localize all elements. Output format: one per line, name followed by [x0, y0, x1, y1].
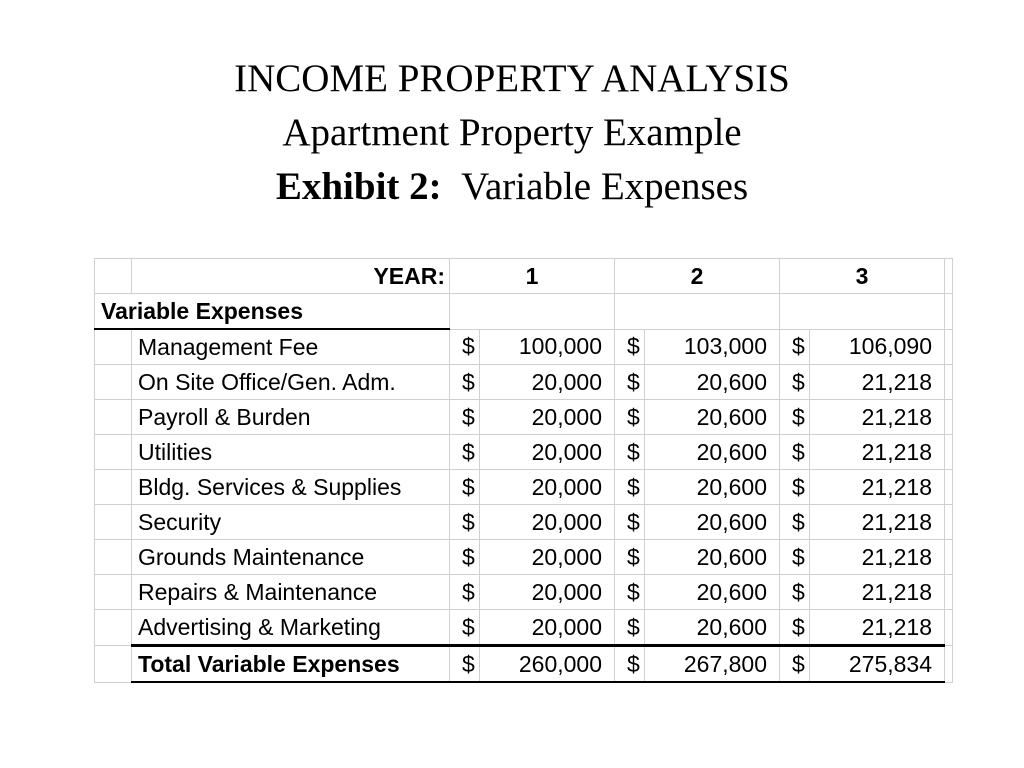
- currency-symbol: $: [615, 540, 645, 575]
- currency-symbol: $: [615, 610, 645, 646]
- expense-label: Security: [132, 505, 450, 540]
- expense-value-year-3: 21,218: [810, 575, 945, 610]
- expense-value-year-1: 20,000: [480, 400, 615, 435]
- expense-value-year-3: 21,218: [810, 505, 945, 540]
- currency-symbol: $: [450, 470, 480, 505]
- expense-value-year-1: 260,000: [480, 646, 615, 683]
- expense-value-year-3: 21,218: [810, 365, 945, 400]
- expense-row: [95, 365, 953, 400]
- currency-symbol: $: [450, 610, 480, 646]
- year-header-3: 3: [780, 259, 945, 294]
- expense-row: [95, 470, 953, 505]
- currency-symbol: $: [450, 400, 480, 435]
- currency-symbol: $: [780, 400, 810, 435]
- expense-value-year-2: 103,000: [645, 329, 780, 365]
- currency-symbol: $: [780, 470, 810, 505]
- expense-value-year-2: 20,600: [645, 365, 780, 400]
- expense-row: [95, 610, 953, 646]
- currency-symbol: $: [780, 505, 810, 540]
- page-subtitle: Apartment Property Example: [282, 111, 742, 154]
- currency-symbol: $: [615, 365, 645, 400]
- currency-symbol: $: [450, 505, 480, 540]
- expense-value-year-2: 20,600: [645, 505, 780, 540]
- expense-value-year-2: 20,600: [645, 400, 780, 435]
- year-header-label: YEAR:: [322, 259, 450, 294]
- section-header-row: [95, 294, 953, 330]
- currency-symbol: $: [450, 329, 480, 365]
- currency-symbol: $: [450, 540, 480, 575]
- expense-value-year-3: 21,218: [810, 470, 945, 505]
- currency-symbol: $: [780, 365, 810, 400]
- currency-symbol: $: [615, 329, 645, 365]
- expense-label: Payroll & Burden: [132, 400, 450, 435]
- section-label: Variable Expenses: [95, 294, 450, 330]
- expense-value-year-3: 106,090: [810, 329, 945, 365]
- expense-value-year-1: 20,000: [480, 575, 615, 610]
- currency-symbol: $: [450, 365, 480, 400]
- expense-row: [95, 575, 953, 610]
- expense-value-year-1: 20,000: [480, 470, 615, 505]
- expense-value-year-1: 20,000: [480, 365, 615, 400]
- expense-row: [95, 540, 953, 575]
- expense-table: [94, 258, 953, 683]
- slide-titles: [0, 52, 1024, 214]
- exhibit-title: [0, 160, 1024, 214]
- currency-symbol: $: [780, 575, 810, 610]
- currency-symbol: $: [450, 575, 480, 610]
- year-header-row: [95, 259, 953, 294]
- expense-value-year-1: 100,000: [480, 329, 615, 365]
- expense-label: Advertising & Marketing: [132, 610, 450, 646]
- total-row: [95, 646, 953, 683]
- expense-value-year-3: 21,218: [810, 400, 945, 435]
- expense-value-year-1: 20,000: [480, 505, 615, 540]
- currency-symbol: $: [450, 646, 480, 683]
- expense-label: Bldg. Services & Supplies: [132, 470, 450, 505]
- expense-value-year-2: 20,600: [645, 470, 780, 505]
- currency-symbol: $: [615, 646, 645, 683]
- year-header-1: 1: [450, 259, 615, 294]
- expense-row: [95, 435, 953, 470]
- currency-symbol: $: [780, 610, 810, 646]
- currency-symbol: $: [780, 435, 810, 470]
- expense-row: [95, 505, 953, 540]
- currency-symbol: $: [780, 646, 810, 683]
- page-title: INCOME PROPERTY ANALYSIS: [234, 57, 790, 100]
- expense-value-year-3: 275,834: [810, 646, 945, 683]
- expense-value-year-2: 267,800: [645, 646, 780, 683]
- currency-symbol: $: [450, 435, 480, 470]
- currency-symbol: $: [615, 470, 645, 505]
- currency-symbol: $: [780, 540, 810, 575]
- expense-value-year-1: 20,000: [480, 435, 615, 470]
- expense-label: Repairs & Maintenance: [132, 575, 450, 610]
- expense-value-year-2: 20,600: [645, 435, 780, 470]
- exhibit-name: Variable Expenses: [461, 165, 749, 208]
- expense-value-year-3: 21,218: [810, 435, 945, 470]
- expense-value-year-3: 21,218: [810, 540, 945, 575]
- year-header-2: 2: [615, 259, 780, 294]
- currency-symbol: $: [615, 575, 645, 610]
- expense-value-year-2: 20,600: [645, 540, 780, 575]
- expense-value-year-1: 20,000: [480, 610, 615, 646]
- expense-label: Management Fee: [132, 329, 450, 365]
- expense-value-year-3: 21,218: [810, 610, 945, 646]
- expense-value-year-1: 20,000: [480, 540, 615, 575]
- expense-value-year-2: 20,600: [645, 575, 780, 610]
- expense-label: Grounds Maintenance: [132, 540, 450, 575]
- expense-row: [95, 400, 953, 435]
- expense-value-year-2: 20,600: [645, 610, 780, 646]
- expense-row: [95, 329, 953, 365]
- currency-symbol: $: [780, 329, 810, 365]
- currency-symbol: $: [615, 435, 645, 470]
- expense-label: Total Variable Expenses: [132, 646, 450, 683]
- currency-symbol: $: [615, 505, 645, 540]
- expense-label: Utilities: [132, 435, 450, 470]
- expense-label: On Site Office/Gen. Adm.: [132, 365, 450, 400]
- exhibit-number: Exhibit 2:: [275, 165, 442, 208]
- currency-symbol: $: [615, 400, 645, 435]
